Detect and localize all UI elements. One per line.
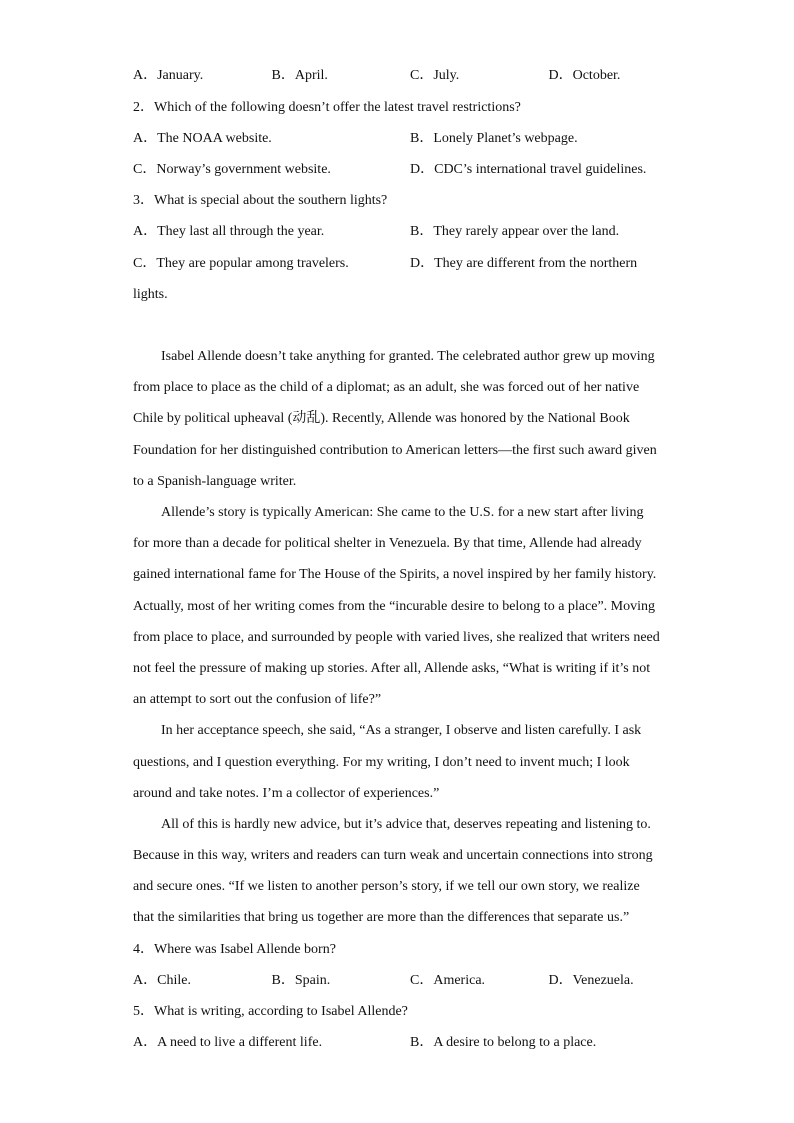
question-3-options-ab xyxy=(133,216,673,247)
question-3-options-cd xyxy=(133,248,673,279)
question-4-options xyxy=(133,965,673,996)
page-content xyxy=(133,60,673,1058)
q5-option-b: B．A desire to belong to a place. xyxy=(410,1035,597,1051)
passage-p4-line: that the similarities that bring us together are more than the differences that separate us.” xyxy=(133,910,630,926)
q1-option-a: A．January. xyxy=(133,68,204,84)
q4-option-b: B．Spain. xyxy=(271,972,331,988)
passage-p1-line: to a Spanish-language writer. xyxy=(133,473,297,489)
q2-option-d: D．CDC’s international travel guidelines. xyxy=(410,161,647,177)
passage-p3-line: In her acceptance speech, she said, “As a stranger, I observe and listen carefully. I ask xyxy=(161,723,642,739)
q2-option-a: A．The NOAA website. xyxy=(133,130,272,146)
question-2-stem: 2．Which of the following doesn’t offer the latest travel restrictions? xyxy=(133,99,521,115)
q2-option-c: C．Norway’s government website. xyxy=(133,161,331,177)
passage-p3-line: around and take notes. I’m a collector of experiences.” xyxy=(133,785,440,801)
passage-p2-line: from place to place, and surrounded by people with varied lives, she realized that writers need xyxy=(133,629,660,645)
q5-option-a: A．A need to live a different life. xyxy=(133,1035,323,1051)
passage-p3-line: questions, and I question everything. For my writing, I don’t need to invent much; I look xyxy=(133,754,630,770)
passage-p2-line: Actually, most of her writing comes from the “incurable desire to belong to a place”. Moving xyxy=(133,598,655,614)
passage-p1-line: Isabel Allende doesn’t take anything for granted. The celebrated author grew up moving xyxy=(161,349,655,365)
passage-p2-line: an attempt to sort out the confusion of life?” xyxy=(133,692,382,708)
q2-option-b: B．Lonely Planet’s webpage. xyxy=(410,130,578,146)
question-2-options-ab xyxy=(133,123,673,154)
q1-option-d: D．October. xyxy=(548,68,621,84)
q3-option-b: B．They rarely appear over the land. xyxy=(410,224,620,240)
q1-option-c: C．July. xyxy=(410,68,460,84)
question-4-stem: 4．Where was Isabel Allende born? xyxy=(133,941,336,957)
passage-p2-line: for more than a decade for political shelter in Venezuela. By that time, Allende had already xyxy=(133,536,642,552)
q3-option-c: C．They are popular among travelers. xyxy=(133,255,349,271)
passage-p1-line: Foundation for her distinguished contribution to American letters—the first such award given xyxy=(133,442,657,458)
q3-option-a: A．They last all through the year. xyxy=(133,224,325,240)
passage-p1-line: from place to place as the child of a diplomat; as an adult, she was forced out of her native xyxy=(133,380,640,396)
passage-p1-line: Chile by political upheaval (动乱). Recently, Allende was honored by the National Book xyxy=(133,411,630,427)
question-1-options xyxy=(133,60,673,91)
q3-option-d-continuation: lights. xyxy=(133,286,168,302)
question-5-stem: 5．What is writing, according to Isabel Allende? xyxy=(133,1004,408,1020)
q1-option-b: B．April. xyxy=(271,68,328,84)
passage-p2-line: gained international fame for The House of the Spirits, a novel inspired by her family history. xyxy=(133,567,657,583)
passage-p4-line: All of this is hardly new advice, but it’s advice that, deserves repeating and listening to. xyxy=(161,816,651,832)
passage-p2-line: Allende’s story is typically American: She came to the U.S. for a new start after living xyxy=(161,505,644,521)
question-5-options-ab xyxy=(133,1027,673,1058)
q3-option-d: D．They are different from the northern xyxy=(410,255,638,271)
question-2-options-cd xyxy=(133,154,673,185)
q4-option-c: C．America. xyxy=(410,972,486,988)
passage-p2-line: not feel the pressure of making up stories. After all, Allende asks, “What is writing if it’s not xyxy=(133,660,651,676)
passage-p4-line: Because in this way, writers and readers can turn weak and uncertain connections into strong xyxy=(133,848,653,864)
spacer xyxy=(133,310,673,341)
q4-option-d: D．Venezuela. xyxy=(548,972,634,988)
question-3-stem: 3．What is special about the southern lights? xyxy=(133,193,388,209)
q4-option-a: A．Chile. xyxy=(133,972,191,988)
passage-p4-line: and secure ones. “If we listen to another person’s story, if we tell our own story, we realize xyxy=(133,879,640,895)
